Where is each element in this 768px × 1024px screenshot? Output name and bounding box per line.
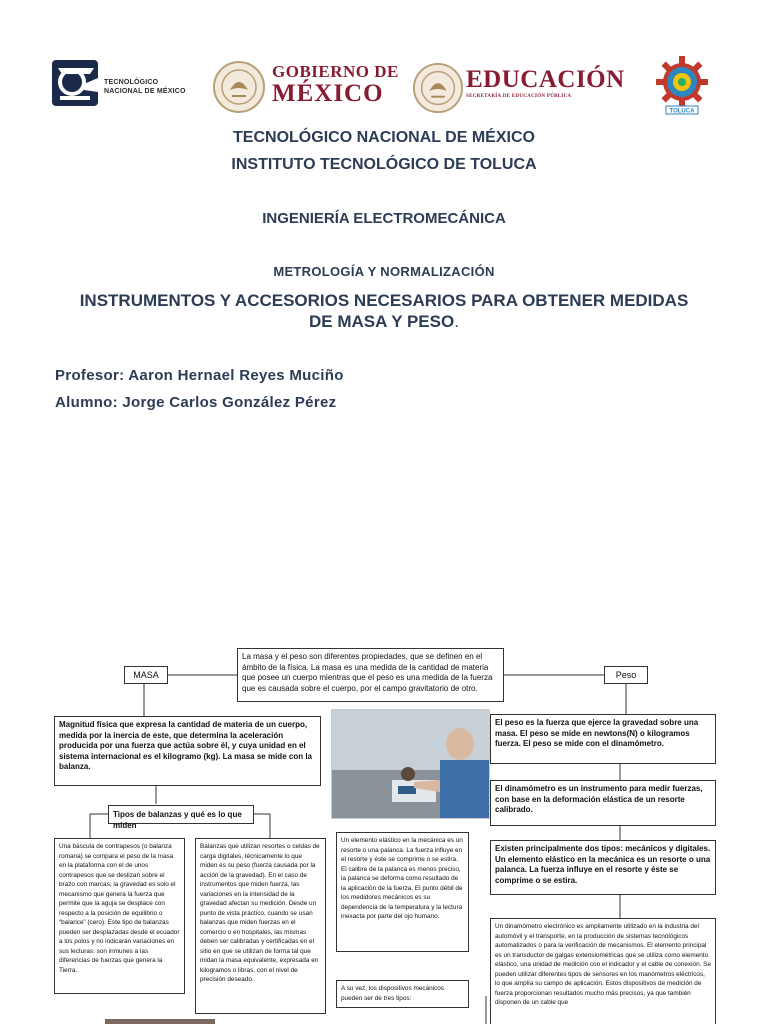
educacion-logo-line1: EDUCACIÓN bbox=[466, 66, 625, 93]
tipos-dinamometro-box: Existen principalmente dos tipos: mecánicos y digitales. Un elemento elástico en la mecánica es un resorte o una palanca. La fuerza influye en el resorte y éste se comprime o se estira. bbox=[490, 840, 716, 895]
gobierno-logo-line1: GOBIERNO DE bbox=[272, 62, 399, 81]
masa-definition-box: Magnitud física que expresa la cantidad de materia de un cuerpo, medida por la inercia de este, que determina la aceleración producida por una fuerza que actúa sobre él, y cuya unidad en el sistema internacional es el kilogramo (kg). La masa se mide con la balanza. bbox=[54, 716, 321, 786]
intro-box: La masa y el peso son diferentes propiedades, que se definen en el ámbito de la física. La masa es una medida de la cantidad de materia que posee un cuerpo mientras que el peso es una medida de la fuerza que es causada sobre el cuerpo, por el campo gravitatorio de otro. bbox=[237, 648, 504, 702]
balance-photo-image bbox=[332, 710, 489, 818]
tipos-balanzas-node: Tipos de balanzas y qué es lo que miden bbox=[108, 805, 254, 824]
balanzas-resortes-box: Balanzas que utilizan resortes o celdas de carga digitales, técnicamente lo que miden es su peso (fuerza causada por la acción de la gravedad). En el caso de instrumentos que miden fuerza, las variaciones en la intensidad de la gravedad afectan su medición. Desde un punto de vista práctico, cuando se usan balanzas que miden fuerzas en el comercio o en hospitales, las mismas deben ser calibradas y certificadas en el sitio en que se utilizan de forma tal que midan la masa equivalente, expresada en kilogramos o libras, con el nivel de precisión deseado. bbox=[195, 838, 326, 1014]
campus-title: INSTITUTO TECNOLÓGICO DE TOLUCA bbox=[231, 156, 537, 173]
document-title-line2: DE MASA Y PESO bbox=[309, 312, 455, 331]
tecnm-logo-line2: NACIONAL DE MÉXICO bbox=[104, 88, 186, 95]
toluca-logo-label: TOLUCA bbox=[669, 108, 695, 115]
peso-node: Peso bbox=[604, 666, 648, 684]
dinamometro-electronico-box: Un dinamómetro electrónico es ampliamente utilizado en la industria del automóvil y el transporte, en la producción de sistemas tecnológicos automatizados o para la verificación de mecanismos. El elemento principal es un transductor de galgas extensiométricas que se utiliza como elemento elástico, una unidad de medición con el indicador y el cable de conexión. Se pueden utilizar diferentes tipos de sensores en los manómetros eléctricos, lo que amplía su campo de aplicación. Estos dispositivos de medición de fuerza proporcionan resultados mucho más precisos, ya que también disponen de un cable que bbox=[490, 918, 716, 1024]
gobierno-logo-line2: MÉXICO bbox=[272, 80, 384, 107]
tecnm-logo-line1: TECNOLÓGICO bbox=[104, 79, 159, 86]
document-title-line1: INSTRUMENTOS Y ACCESORIOS NECESARIOS PARA OBTENER MEDIDAS bbox=[79, 291, 689, 310]
bascula-contrapesos-box: Una báscula de contrapesos (o balanza romana) se compara el peso de la masa en la plataforma con el de unos contrapesos que se deslizan sobre el brazo con marcas; la gravedad es solo el mecanismo que genera la fuerza que permite que la aguja se desplace con respecto a la posición de equilibrio o “balance” (cero). Este tipo de balanzas pueden ser desplazadas desde el ecuador a los polos y no indicarán variaciones en sus lecturas; son inmunes a las diferencias de fuerzas que genera la Tierra. bbox=[54, 838, 185, 994]
masa-node: MASA bbox=[124, 666, 168, 684]
dispositivos-mecanicos-box: A su vez, los dispositivos mecánicos pueden ser de tres tipos: bbox=[336, 980, 469, 1008]
bottom-photo-fragment bbox=[105, 1019, 215, 1024]
subject-title: METROLOGÍA Y NORMALIZACIÓN bbox=[273, 264, 495, 279]
balance-photo bbox=[331, 709, 490, 819]
student-name: Alumno: Jorge Carlos González Pérez bbox=[55, 394, 337, 411]
elemento-elastico-box: Un elemento elástico en la mecánica es un resorte o una palanca. La fuerza influye en el resorte y éste se comprime o se estira. El calibre de la palanca es menos preciso, la palanca se deforma como resultado de la aplicación de la fuerza. El punto débil de los medidores mecánicos es su dependencia de la temperatura y la lectura inexacta por parte del ojo humano. bbox=[336, 832, 469, 952]
peso-definition-box: El peso es la fuerza que ejerce la gravedad sobre una masa. El peso se mide en newtons(N) o kilogramos fuerza. El peso se mide con el dinamómetro. bbox=[490, 714, 716, 764]
document-title: INSTRUMENTOS Y ACCESORIOS NECESARIOS PARA OBTENER MEDIDAS DE MASA Y PESO. bbox=[0, 290, 768, 332]
professor-name: Profesor: Aaron Hernael Reyes Muciño bbox=[55, 367, 344, 384]
career-title: INGENIERÍA ELECTROMECÁNICA bbox=[262, 210, 506, 227]
institution-title: TECNOLÓGICO NACIONAL DE MÉXICO bbox=[233, 129, 535, 146]
educacion-logo-line2: SECRETARÍA DE EDUCACIÓN PÚBLICA bbox=[466, 94, 572, 99]
dinamometro-box: El dinamómetro es un instrumento para medir fuerzas, con base en la deformación elástica de un resorte calibrado. bbox=[490, 780, 716, 826]
